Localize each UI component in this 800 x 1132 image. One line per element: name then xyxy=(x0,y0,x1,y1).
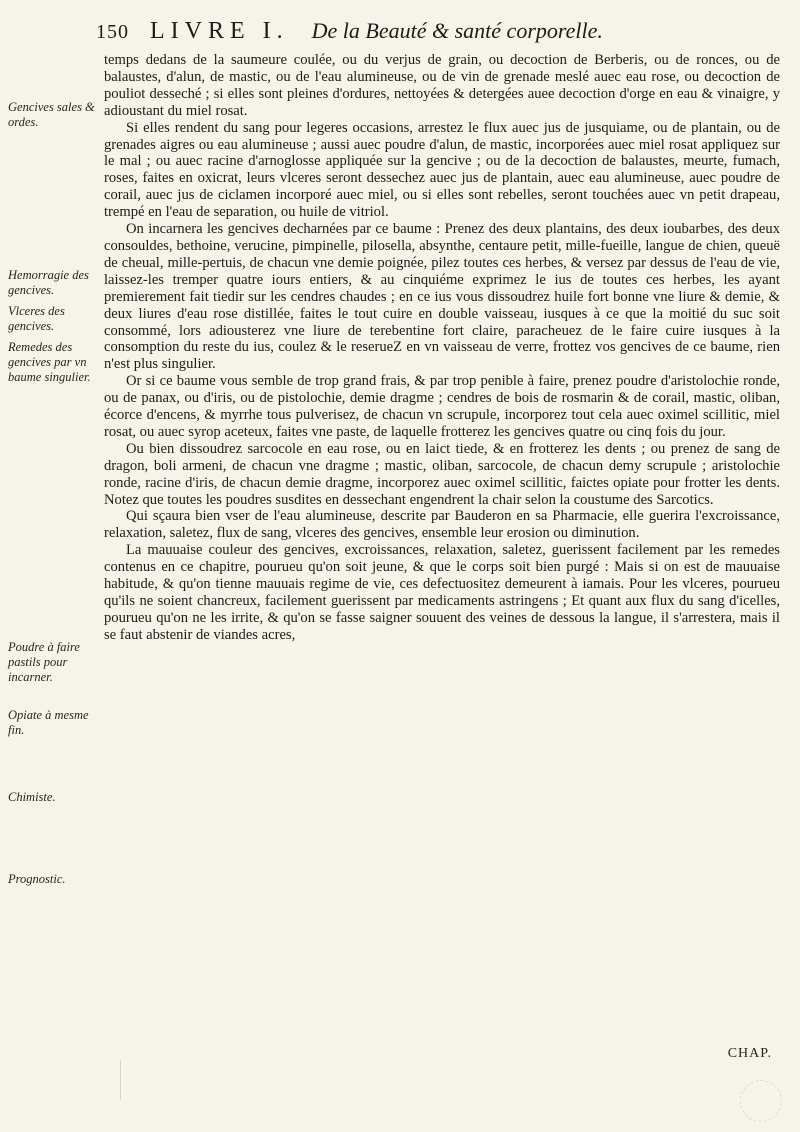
paragraph: Ou bien dissoudrez sarcocole en eau rose, ou en laict tiede, & en frotterez les dents ; ou prenez de sang de dragon, boli armeni, de chacun vne dragme ; mastic, oliban, sarcocole, de chacun demy scrupule ; aristolochie ronde, racine d'iris, de chacun demie dragme, incorporez auec oximel scillitic, faictes opiate pour frotter les dents. Notez que toutes les poudres susdites en dessechant engendrent la chair selon la coustume des Sarcotics. xyxy=(104,440,780,508)
main-text xyxy=(104,52,780,644)
paragraph: Si elles rendent du sang pour legeres occasions, arrestez le flux auec jus de jusquiame, ou de plantain, ou de grenades aigres ou eau alumineuse ; aussi auec poudre d'alun, de mastic, incorporées auec miel rosat appliquez sur le mal ; ou auec racine d'arnoglosse appliquée sur la gencive ; ou de la decoction de balaustes, meurte, fumach, roses, faites en oxicrat, leurs vlceres seront dessechez auec jus de plantain, auec eau alumineuse, auec poudre de corail, auec jus de ciclamen incorporé auec miel, ou si elles sont rebelles, seront touchées auec vn petit drapeau, trempé en l'eau de separation, ou huile de vitriol. xyxy=(104,119,780,221)
chapter-subtitle: De la Beauté & santé corporelle. xyxy=(311,18,603,43)
paragraph: On incarnera les gencives decharnées par ce baume : Prenez des deux plantains, des deux ioubarbes, des deux consouldes, bethoine, verucine, pimpinelle, pilosella, absynthe, centaure petit, mille-fueille, langue de chien, queuë de cheual, mille-pertuis, de chacun vne demie poignée, pilez toutes ces herbes, & versez par dessus de l'eau de vie, laissez-les tremper quatre iours entiers, & au cinquiéme exprimez le ius de toutes ces herbes, les ayant premierement fait tiedir sur les cendres chaudes ; en ce ius vous dissoudrez huile fort bonne vne liure & demie, & deux liures d'eau rose distillée, faites le tout cuire en double vaisseau, iusques à ce que la moitié du suc soit consommé, lors adiousterez vne liure de terebentine fort claire, paracheuez de le faire cuire iusques à la consomption du reste du ius, coulez & le reserueZ en vn vaisseau de verre, frottez vos gencives de ce baume, rien n'est plus singulier. xyxy=(104,221,780,373)
margin-note: Poudre à faire pastils pour incarner. xyxy=(8,640,80,684)
catchword: CHAP. xyxy=(727,1046,772,1061)
paper-mark xyxy=(120,1060,131,1100)
margin-note: Hemorragie des gencives. xyxy=(8,268,89,297)
paragraph: temps dedans de la saumeure coulée, ou du verjus de grain, ou decoction de Berberis, ou de ronces, ou de balaustes, d'alun, de mastic, ou de l'eau alumineuse, ou de vin de grenade meslé auec eau rose, ou decoction de pouliot desseché ; si elles sont pleines d'ordures, nettoyées & detergées auee decoction d'orge en eau & vinaigre, y adioustant du miel rosat. xyxy=(104,52,780,119)
margin-note: Opiate à mesme fin. xyxy=(8,708,89,737)
margin-note: Vlceres des gencives. xyxy=(8,304,65,333)
paragraph: Or si ce baume vous semble de trop grand frais, & par trop penible à faire, prenez poudre d'aristolochie ronde, ou de panax, ou d'iris, ou de pistolochie, demie dragme ; cendres de bois de rosmarin & de corail, mastic, oliban, écorce d'encens, & myrrhe tous pulverisez, de chacun vn scrupule, incorporez tout cela auec oximel scillitic, miel rosat, ou auec syrop aceteux, faites vne paste, de laquelle frotterez les gencives quatre ou cinq fois du jour. xyxy=(104,373,780,440)
paragraph: La mauuaise couleur des gencives, excroissances, relaxation, saletez, guerissent facilement par les remedes contenus en ce chapitre, pourueu qu'on soit jeune, & que le corps soit bien purgé : Mais si on est de mauuaise habitude, & qu'on tienne mauuais regime de vie, ces defectuositez demeurent à iamais. Pour les vlceres, pourueu qu'ils ne soient chancreux, facilement guerissent par medicaments astringens ; Et quant aux flux du sang d'icelles, pourueu qu'on ne les irrite, & qu'on se fasse saigner souuent des veines de dessous la langue, il s'arrestera, mais il se faut abstenir de viandes acres, xyxy=(104,542,780,643)
running-header xyxy=(96,18,776,48)
margin-note: Remedes des gencives par vn baume singulier. xyxy=(8,340,91,384)
paper-stain xyxy=(740,1080,782,1122)
margin-note: Prognostic. xyxy=(8,872,66,886)
margin-note: Gencives sales & ordes. xyxy=(8,100,95,129)
paragraph: Qui sçaura bien vser de l'eau alumineuse, descrite par Bauderon en sa Pharmacie, elle guerira l'excroissance, relaxation, saletez, flux de sang, vlceres des gencives, ensemble leur erosion ou diminution. xyxy=(104,508,780,542)
book-title: LIVRE I. xyxy=(150,18,289,44)
margin-note: Chimiste. xyxy=(8,790,56,804)
page-number: 150 xyxy=(96,21,129,43)
